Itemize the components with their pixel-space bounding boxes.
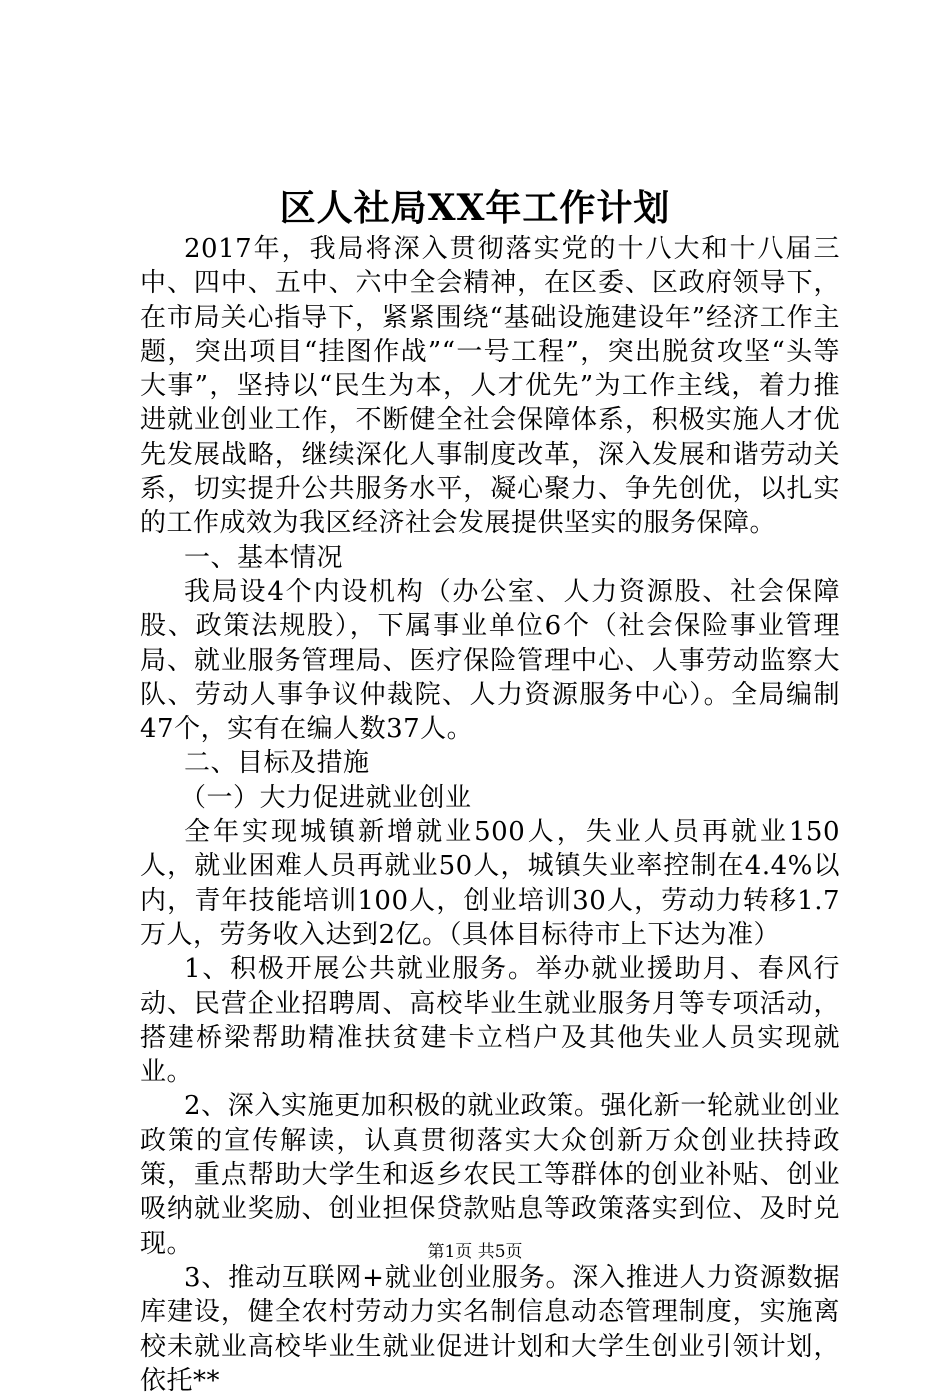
document-body [140,232,840,1398]
section-heading-basic-info: 一、基本情况 [184,542,344,573]
document-title: 区人社局XX年工作计划 [279,187,671,229]
basic-info-paragraph: 我局设4个内设机构（办公室、人力资源股、社会保障股、政策法规股），下属事业单位6个（社会保险事业管理局、就业服务管理局、医疗保险管理中心、人事劳动监察大队、劳动人事争议仲裁院、人力资源服务中心）。全局编制47个，实有在编人数37人。 [140,576,840,745]
page-footer: 第1页 共5页 [427,1242,523,1262]
measure-item-3: 3、推动互联网+就业创业服务。深入推进人力资源数据库建设，健全农村劳动力实名制信息动态管理制度，实施离校未就业高校毕业生就业促进计划和大学生创业引领计划，依托** [140,1262,840,1396]
section-heading-goals: 二、目标及措施 [184,748,370,779]
subsection-heading-employment: （一）大力促进就业创业 [180,782,472,813]
intro-paragraph: 2017年，我局将深入贯彻落实党的十八大和十八届三中、四中、五中、六中全会精神，在区委、区政府领导下，在市局关心指导下，紧紧围绕“基础设施建设年”经济工作主题，突出项目“挂图作战”“一号工程”，突出脱贫攻坚“头等大事”，坚持以“民生为本，人才优先”为工作主线，着力推进就业创业工作，不断健全社会保障体系，积极实施人才优先发展战略，继续深化人事制度改革，深入发展和谐劳动关系，切实提升公共服务水平，凝心聚力、争先创优，以扎实的工作成效为我区经济社会发展提供坚实的服务保障。 [140,234,840,539]
measure-item-1: 1、积极开展公共就业服务。举办就业援助月、春风行动、民营企业招聘周、高校毕业生就业服务月等专项活动，搭建桥梁帮助精准扶贫建卡立档户及其他失业人员实现就业。 [140,954,840,1088]
employment-targets-paragraph: 全年实现城镇新增就业500人，失业人员再就业150人，就业困难人员再就业50人，城镇失业率控制在4.4%以内，青年技能培训100人，创业培训30人，劳动力转移1.7万人，劳务收入达到2亿。（具体目标待市上下达为准） [140,817,840,950]
measure-item-2: 2、深入实施更加积极的就业政策。强化新一轮就业创业政策的宣传解读，认真贯彻落实大众创新万众创业扶持政策，重点帮助大学生和返乡农民工等群体的创业补贴、创业吸纳就业奖励、创业担保贷款贴息等政策落实到位、及时兑现。 [140,1091,840,1259]
